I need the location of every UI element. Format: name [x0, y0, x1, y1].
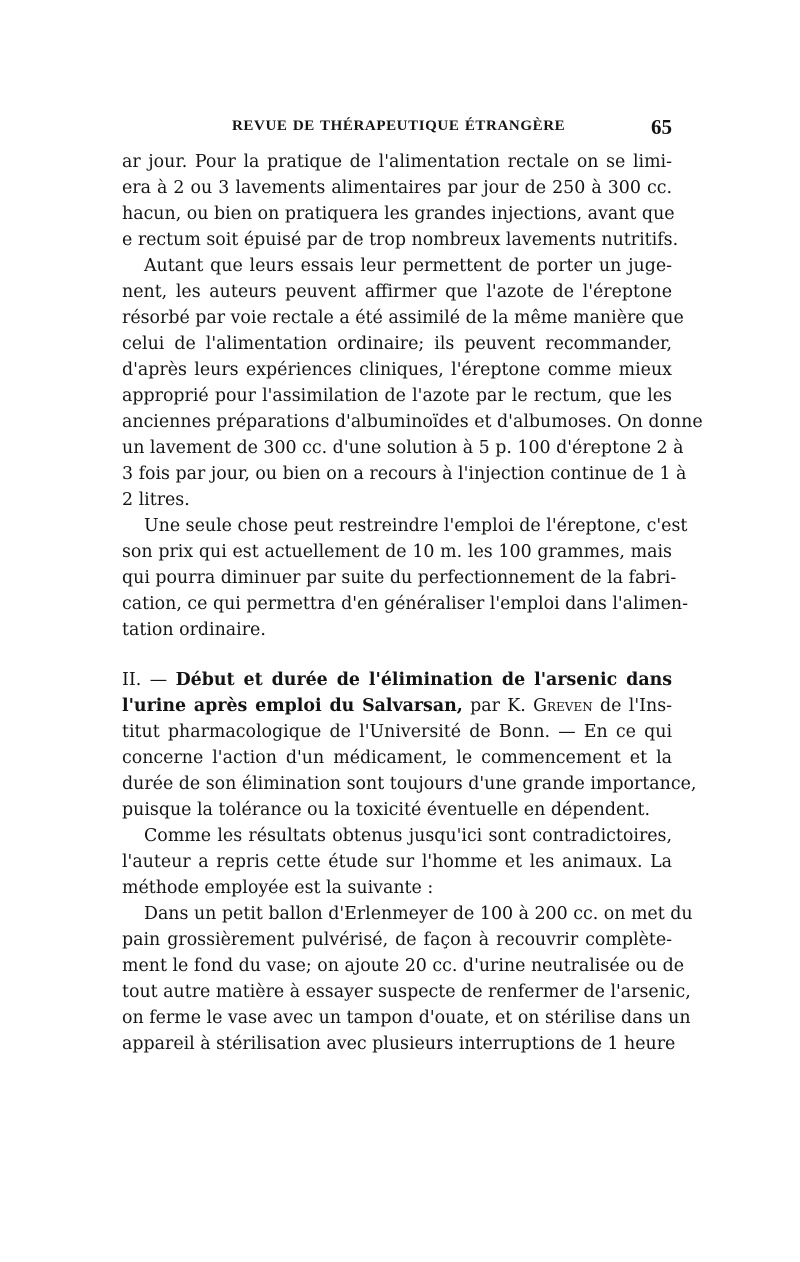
byline-rest: de l'Ins- — [600, 696, 672, 716]
article-ereptone — [122, 149, 703, 643]
text-line: puisque la tolérance ou la toxicité éventuelle en dépendent. — [122, 800, 651, 820]
running-head — [232, 115, 672, 142]
text-line: un lavement de 300 cc. d'une solution à 5 p. 100 d'éreptone 2 à — [122, 438, 684, 458]
body-text — [122, 149, 703, 1057]
text-line: concerne l'action d'un médicament, le commencement et la — [122, 748, 672, 768]
author-name: Greven — [533, 696, 593, 716]
text-line: résorbé par voie rectale a été assimilé de la même manière que — [122, 308, 684, 328]
text-line: 3 fois par jour, ou bien on a recours à l'injection continue de 1 à — [122, 464, 687, 484]
text-line: cation, ce qui permettra d'en généraliser l'emploi dans l'alimen- — [122, 594, 689, 614]
text-line: nent, les auteurs peuvent affirmer que l'azote de l'éreptone — [122, 282, 672, 302]
text-line: hacun, ou bien on pratiquera les grandes injections, avant que — [122, 204, 675, 224]
byline-prefix: par K. — [470, 696, 526, 716]
text-line: qui pourra diminuer par suite du perfectionnement de la fabri- — [122, 568, 677, 588]
text-line: anciennes préparations d'albuminoïdes et d'albumoses. On donne — [122, 412, 703, 432]
article-number: II. — — [122, 670, 168, 690]
text-line: 2 litres. — [122, 490, 190, 510]
text-line: approprié pour l'assimilation de l'azote par le rectum, que les — [122, 386, 672, 406]
text-line: e rectum soit épuisé par de trop nombreux lavements nutritifs. — [122, 230, 679, 250]
text-line: Une seule chose peut restreindre l'emploi de l'éreptone, c'est — [144, 516, 688, 536]
page-number: 65 — [651, 115, 672, 139]
text-line: méthode employée est la suivante : — [122, 878, 434, 898]
text-line: tout autre matière à essayer suspecte de renfermer de l'arsenic, — [122, 982, 691, 1002]
article-heading-line — [122, 693, 672, 719]
text-line: Autant que leurs essais leur permettent de porter un juge- — [144, 256, 672, 276]
text-line: durée de son élimination sont toujours d'une grande importance, — [122, 774, 697, 794]
text-line: Dans un petit ballon d'Erlenmeyer de 100 à 200 cc. on met du — [144, 904, 693, 924]
text-line: l'auteur a repris cette étude sur l'homme et les animaux. La — [122, 852, 672, 872]
text-line: era à 2 ou 3 lavements alimentaires par jour de 250 à 300 cc. — [122, 178, 672, 198]
article-salvarsan — [122, 667, 697, 1057]
text-line: Comme les résultats obtenus jusqu'ici sont contradictoires, — [144, 826, 672, 846]
text-line: celui de l'alimentation ordinaire; ils peuvent recommander, — [122, 334, 672, 354]
article-title: Début et durée de l'élimination de l'arsenic dans — [175, 670, 673, 690]
section-gap — [122, 643, 672, 667]
text-line: tation ordinaire. — [122, 620, 266, 640]
text-line: son prix qui est actuellement de 10 m. les 100 grammes, mais — [122, 542, 672, 562]
text-line: ar jour. Pour la pratique de l'alimentation rectale on se limi- — [122, 152, 672, 172]
running-title: REVUE DE THÉRAPEUTIQUE ÉTRANGÈRE — [232, 118, 566, 134]
text-line: appareil à stérilisation avec plusieurs interruptions de 1 heure — [122, 1034, 676, 1054]
article-heading-line — [122, 667, 672, 693]
text-line: titut pharmacologique de l'Université de Bonn. — En ce qui — [122, 722, 672, 742]
text-line: d'après leurs expériences cliniques, l'éreptone comme mieux — [122, 360, 672, 380]
text-line: on ferme le vase avec un tampon d'ouate, et on stérilise dans un — [122, 1008, 691, 1028]
text-line: pain grossièrement pulvérisé, de façon à recouvrir complète- — [122, 930, 672, 950]
article-title-continued: l'urine après emploi du Salvarsan, — [122, 696, 463, 716]
text-line: ment le fond du vase; on ajoute 20 cc. d'urine neutralisée ou de — [122, 956, 685, 976]
